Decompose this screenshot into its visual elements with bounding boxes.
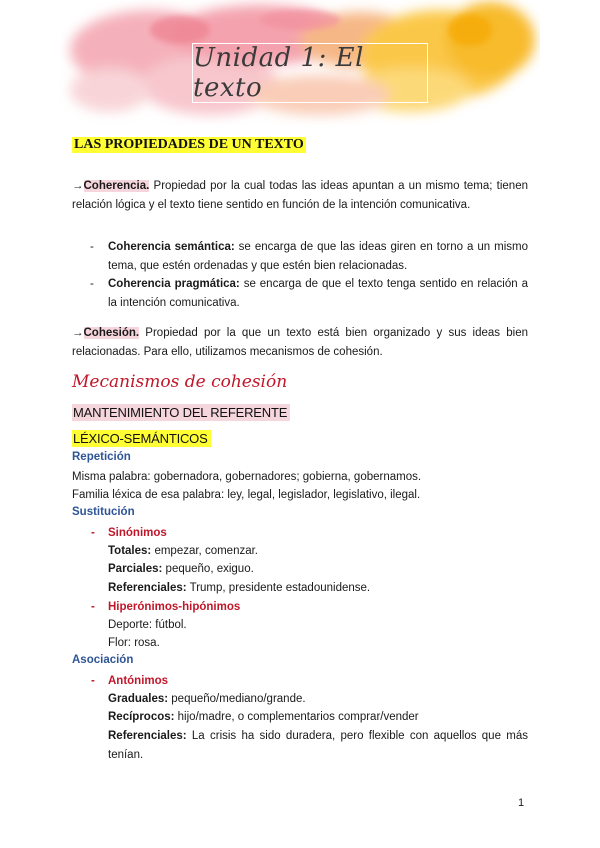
totales-line: Totales: empezar, comenzar. [108,545,258,557]
dash-marker: - [90,278,94,290]
section-title: LAS PROPIEDADES DE UN TEXTO [74,137,304,152]
cohesion-text: Propiedad por la que un texto está bien organizado y sus ideas bien relacionadas. Para ello, utilizamos mecanismos de cohesión. [72,327,528,358]
repeticion-line-1: Misma palabra: gobernadora, gobernadores; gobierna, gobernamos. [72,471,422,483]
mecanismos-heading: Mecanismos de cohesión [72,372,288,392]
lexico-heading: LÉXICO-SEMÁNTICOS [72,430,211,447]
item-term: Coherencia pragmática: [108,278,240,290]
referenciales-antonimos-line: Referenciales: La crisis ha sido duradera, pero flexible con aquellos que más tenían. [108,730,528,761]
item-text: se encarga de que las ideas giren en torno a un mismo tema, que estén ordenadas y que estén bien relacionadas. [108,241,528,272]
reciprocos-line: Recíprocos: hijo/madre, o complementarios comprar/vender [108,711,419,723]
dash-marker: - [91,527,95,539]
hiperonimos-line-1: Deporte: fútbol. [108,619,187,631]
coherencia-paragraph [72,177,528,214]
item-text: se encarga de que el texto tenga sentido en relación a la intención comunicativa. [108,278,528,309]
graduales-line: Graduales: pequeño/mediano/grande. [108,693,306,705]
title-frame [192,43,428,103]
repeticion-heading: Repetición [72,451,131,463]
coherencia-text: Propiedad por la cual todas las ideas apuntan a un mismo tema; tienen relación lógica y el texto tiene sentido en función de la intención comunicativa. [72,180,528,211]
page-title: Unidad 1: El texto [193,43,364,103]
coherencia-arrow: → [72,180,84,192]
coherencia-term: Coherencia. [83,180,150,192]
list-item [72,275,528,312]
referente-heading: MANTENIMIENTO DEL REFERENTE [72,404,290,421]
parciales-line: Parciales: pequeño, exiguo. [108,563,254,575]
dash-marker: - [91,675,95,687]
cohesion-term: Cohesión. [83,327,140,339]
asociacion-heading: Asociación [72,654,134,666]
dash-marker: - [91,601,95,613]
hiperonimos-heading: Hiperónimos-hipónimos [108,601,241,613]
list-item [72,238,528,275]
hiperonimos-line-2: Flor: rosa. [108,637,160,649]
page-number: 1 [518,797,525,809]
referenciales-line: Referenciales: Trump, presidente estadounidense. [108,582,371,594]
coherencia-list [72,238,528,312]
dash-marker: - [90,241,94,253]
cohesion-paragraph [72,324,528,361]
cohesion-arrow: → [72,327,84,339]
antonimos-heading: Antónimos [108,675,169,687]
repeticion-line-2: Familia léxica de esa palabra: ley, legal, legislador, legislativo, ilegal. [72,489,421,501]
sinonimos-heading: Sinónimos [108,527,167,539]
item-term: Coherencia semántica: [108,241,235,253]
sustitucion-heading: Sustitución [72,506,135,518]
